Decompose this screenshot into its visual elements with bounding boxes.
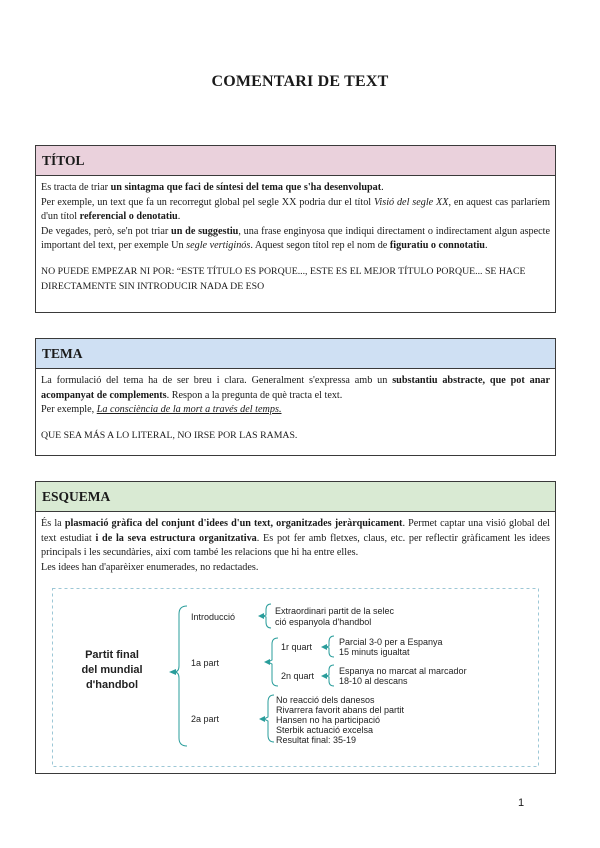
page-number: 1 bbox=[518, 797, 525, 809]
intro-line-1: Extraordinari partit de la selec bbox=[275, 606, 395, 616]
esquema-diagram bbox=[52, 588, 539, 767]
tema-section bbox=[35, 338, 556, 456]
esquema-paragraph-1: És la plasmació gràfica del conjunt d'idees d'un text, organitzades jeràrquicament. Permet captar una visió global del text estudiat i de la seva estructura organitzativa. Es pot fer amb fletxes, claus, etc. per reflectir gràficament les idees principals i les secundàries, així com també les relacions que hi ha entre elles. bbox=[41, 518, 550, 559]
q2-label: 2n quart bbox=[281, 671, 315, 681]
esquema-paragraph-2: Les idees han d'aparèixer enumerades, no redactades. bbox=[41, 561, 259, 573]
tema-paragraph-2: Per exemple, La consciència de la mort a través del temps. bbox=[41, 404, 282, 416]
q1-line-2: 15 minuts igualtat bbox=[339, 647, 410, 657]
part2-line-1: No reacció dels danesos bbox=[276, 695, 375, 705]
part2-label: 2a part bbox=[191, 714, 220, 724]
titol-section bbox=[35, 145, 556, 313]
titol-note: NO PUEDE EMPEZAR NI POR: “ESTE TÍTULO ES PORQUE..., ESTE ES EL MEJOR TÍTULO PORQUE... SE HACE DIRECTAMENTE SIN INTRODUCIR NADA DE ESO bbox=[41, 265, 526, 292]
page-title: COMENTARI DE TEXT bbox=[211, 73, 389, 90]
titol-paragraph-3: De vegades, però, se'n pot triar un de suggestiu, una frase enginyosa que indiqui directament o indirectament algun aspecte important del text, per exemple Un segle vertiginós. Aquest segon títol rep el nom de figuratiu o connotatiu. bbox=[41, 225, 550, 252]
part2-line-4: Sterbik actuació excelsa bbox=[276, 725, 374, 735]
part2-line-2: Rivarrera favorit abans del partit bbox=[276, 705, 405, 715]
root-line-1: Partit final bbox=[85, 649, 139, 661]
q2-line-1: Espanya no marcat al marcador bbox=[339, 666, 467, 676]
titol-header: TÍTOL bbox=[36, 146, 555, 176]
titol-body bbox=[36, 176, 555, 299]
q1-label: 1r quart bbox=[281, 642, 313, 652]
intro-line-2: ció espanyola d'handbol bbox=[275, 617, 372, 627]
titol-paragraph-2: Per exemple, un text que fa un recorregut global pel segle XX podria dur el títol Visió del segle XX, en aquest cas parlaríem d'un títol referencial o denotatiu. bbox=[41, 196, 550, 223]
q1-line-1: Parcial 3-0 per a Espanya bbox=[339, 637, 443, 647]
esquema-header: ESQUEMA bbox=[36, 482, 555, 512]
titol-paragraph-1: Es tracta de triar un sintagma que faci de síntesi del tema que s'ha desenvolupat. bbox=[41, 182, 384, 193]
root-line-2: del mundial bbox=[81, 664, 143, 676]
part1-label: 1a part bbox=[191, 658, 220, 668]
tema-header: TEMA bbox=[36, 339, 555, 369]
intro-label: Introducció bbox=[191, 612, 236, 622]
root-line-3: d'handbol bbox=[85, 679, 139, 691]
tema-example: La consciència de la mort a través del temps. bbox=[96, 404, 282, 416]
tema-paragraph-1: La formulació del tema ha de ser breu i clara. Generalment s'expressa amb un substantiu abstracte, que pot anar acompanyat de complements. Respon a la pregunta de què tracta el text. bbox=[41, 375, 550, 401]
tema-body bbox=[36, 369, 555, 448]
part2-line-3: Hansen no ha participació bbox=[276, 715, 381, 725]
part2-line-5: Resultat final: 35-19 bbox=[276, 735, 357, 745]
q2-line-2: 18-10 al descans bbox=[339, 676, 408, 686]
esquema-body bbox=[36, 512, 555, 580]
tema-note: QUE SEA MÁS A LO LITERAL, NO IRSE POR LAS RAMAS. bbox=[41, 429, 298, 441]
